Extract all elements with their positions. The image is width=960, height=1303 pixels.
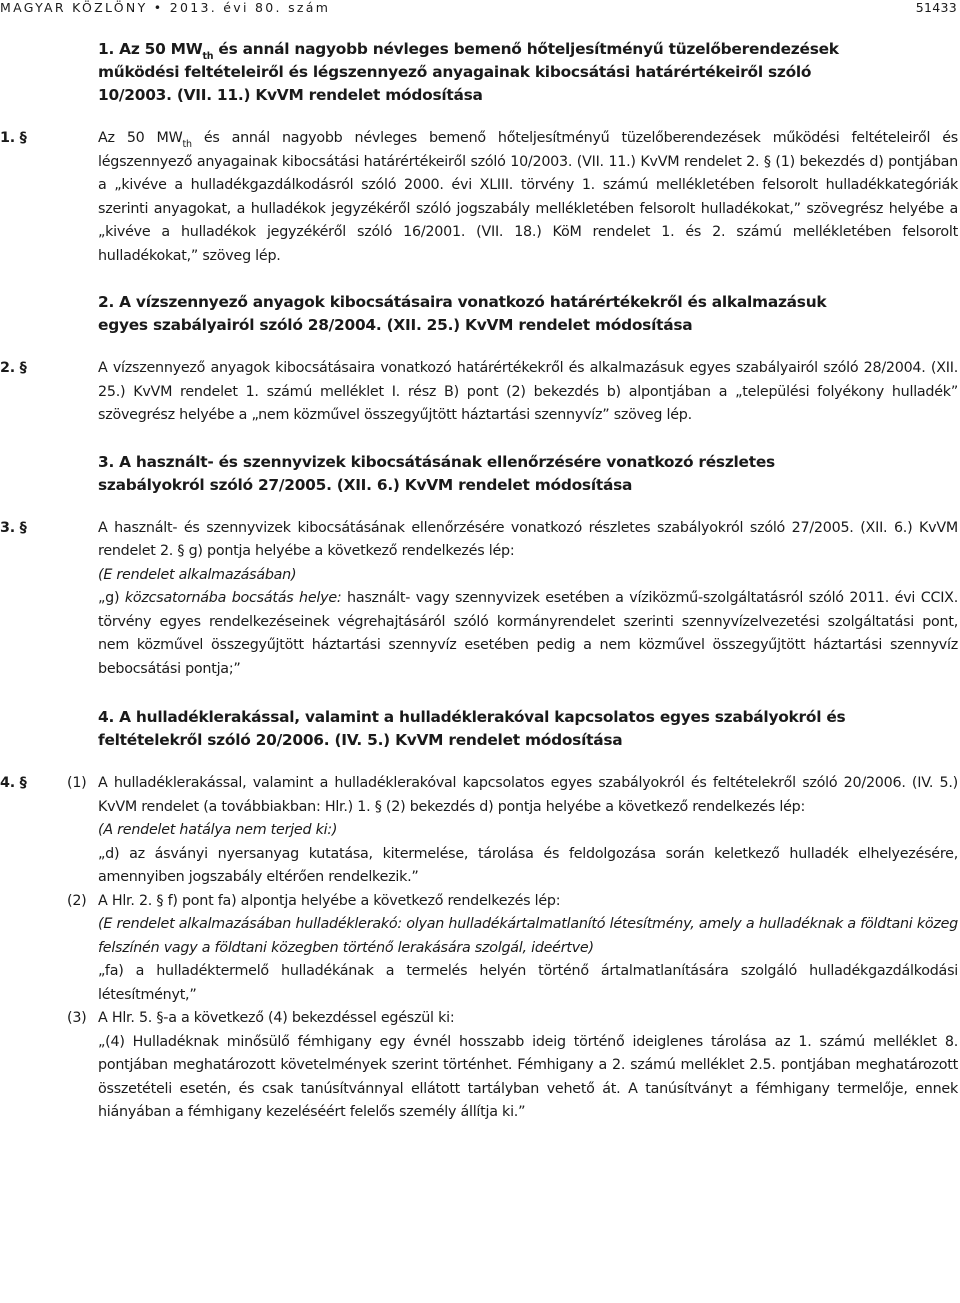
subsection-number-1: (1) <box>67 775 87 791</box>
subsection-2-quote: „fa) a hulladéktermelő hulladékának a termelés helyén történő ártalmatlanítására szolgáló hulladékgazdálkodási létesítményt,” <box>98 963 958 1003</box>
subsection-2-context: (E rendelet alkalmazásában hulladéklerakó: olyan hulladékártalmatlanító létesítmény, amely a hulladéknak a földtani közeg felszínén vagy a földtani közegben történő lerakására szolgál, ideértve) <box>98 916 958 956</box>
paragraph-1-part-a: Az 50 MW <box>98 130 183 146</box>
section-title-4: 4. A hulladéklerakással, valamint a hulladéklerakóval kapcsolatos egyes szabályokról és feltételekről szóló 20/2006. (IV. 5.) KvVM rendelet módosítása <box>98 708 846 749</box>
paragraph-4 <box>0 772 958 1125</box>
paragraph-2 <box>0 357 958 428</box>
paragraph-3-context: (E rendelet alkalmazásában) <box>98 566 297 583</box>
subsection-1-context: (A rendelet hatálya nem terjed ki:) <box>98 822 338 838</box>
section-number-1: 1. § <box>0 130 27 146</box>
page-header <box>0 0 960 17</box>
page-number: 51433 <box>915 0 957 15</box>
subsection-3-quote: „(4) Hulladéknak minősülő fémhigany egy évnél hosszabb ideig történő ideiglenes tárolása az 1. számú melléklet 8. pontjában meghatározott követelmények szerint történhet. Fémhigany a 2. számú melléklet 2.5. pontjában meghatározott összetételi esetén, és csak tanúsítvánnyal ellátott tartályban vehető át. A tanúsítványt a fémhigany termelője, ennek hiányában a fémhigany kezeléséért felelős személy állítja ki.” <box>98 1033 958 1120</box>
section-title-1-part-b: és annál nagyobb névleges bemenő hőteljesítményű tüzelőberendezések működési feltételeiről és légszennyező anyagainak kibocsátási határértékeiről szóló 10/2003. (VII. 11.) KvVM rendelet módosítása <box>98 40 839 104</box>
section-number-4: 4. § <box>0 775 27 791</box>
subscript-th: th <box>182 139 192 150</box>
subsection-1-text: A hulladéklerakással, valamint a hulladéklerakóval kapcsolatos egyes szabályokról és feltételekről szóló 20/2006. (IV. 5.) KvVM rendelet (a továbbiakban: Hlr.) 1. § (2) bekezdés d) pontja helyébe a következő rendelkezés lép: <box>98 775 958 815</box>
subsection-2-text: A Hlr. 2. § f) pont fa) alpontja helyébe a következő rendelkezés lép: <box>98 892 561 909</box>
quote-body: használt- vagy szennyvizek esetében a víziközmű-szolgáltatásról szóló 2011. évi CCIX. törvény egyes rendelkezéseinek végrehajtásáról szóló kormányrendelet szerinti szennyvízelvezetési szolgáltatási pont, nem közművel összegyűjtött háztartási szennyvíz esetében pedig a nem közművel összegyűjtött háztartási szennyvíz bebocsátási pontja;” <box>98 590 958 677</box>
subsection-number-2: (2) <box>67 892 87 909</box>
paragraph-3 <box>0 517 958 682</box>
section-title-1 <box>98 38 878 107</box>
subscript-th: th <box>202 51 214 62</box>
subsection-3 <box>67 1007 958 1125</box>
paragraph-2-text: A vízszennyező anyagok kibocsátásaira vonatkozó határértékekről és alkalmazásuk egyes szabályairól szóló 28/2004. (XII. 25.) KvVM rendelet 1. számú melléklet I. rész B) pont (2) bekezdés b) alpontjában a „települési folyékony hulladék” szövegrész helyébe a „nem közművel összegyűjtött háztartási szennyvíz” szöveg lép. <box>98 360 958 423</box>
section-title-2: 2. A vízszennyező anyagok kibocsátásaira vonatkozó határértékekről és alkalmazásuk egyes szabályairól szóló 28/2004. (XII. 25.) KvVM rendelet módosítása <box>98 293 827 334</box>
paragraph-3-quote <box>98 587 958 681</box>
section-title-1-part-a: 1. Az 50 MW <box>98 40 203 58</box>
paragraph-3-intro: A használt- és szennyvizek kibocsátásának ellenőrzésére vonatkozó részletes szabályokról szóló 27/2005. (XII. 6.) KvVM rendelet 2. § g) pontja helyébe a következő rendelkezés lép: <box>98 519 958 559</box>
quote-term: közcsatornába bocsátás helye: <box>124 590 342 606</box>
subsection-2 <box>67 890 958 1008</box>
subsection-3-text: A Hlr. 5. §-a a következő (4) bekezdéssel egészül ki: <box>98 1010 455 1026</box>
section-number-2: 2. § <box>0 360 27 376</box>
paragraph-1-part-b: és annál nagyobb névleges bemenő hőteljesítményű tüzelőberendezések működési feltételeiről és légszennyező anyagainak kibocsátási határértékeiről szóló 10/2003. (VII. 11.) KvVM rendelet 2. § (1) bekezdés d) pontjában a „kivéve a hulladékgazdálkodásról szóló 2000. évi XLIII. törvény 1. számú mellékletében felsorolt hulladékkategóriák szerinti anyagokat, a hulladékok jegyzékéről szóló jogszabály mellékletében felsorolt hulladékokat,” szövegrész helyébe a „kivéve a hulladékok jegyzékéről szóló 16/2001. (VII. 18.) KöM rendelet 1. és 2. számú mellékletében felsorolt hulladékokat,” szöveg lép. <box>98 130 958 264</box>
subsection-1-quote: „d) az ásványi nyersanyag kutatása, kitermelése, tárolása és feldolgozása során keletkező hulladék elhelyezésére, amennyiben jogszabály eltérően rendelkezik.” <box>98 845 958 885</box>
subsection-number-3: (3) <box>67 1010 87 1026</box>
document-body <box>0 38 960 1125</box>
quote-open: „g) <box>98 590 125 606</box>
subsection-1 <box>67 772 958 890</box>
paragraph-1 <box>0 127 958 268</box>
journal-title: MAGYAR KÖZLÖNY • 2013. évi 80. szám <box>0 0 331 15</box>
section-title-3: 3. A használt- és szennyvizek kibocsátásának ellenőrzésére vonatkozó részletes szabályokról szóló 27/2005. (XII. 6.) KvVM rendelet módosítása <box>98 452 775 494</box>
section-number-3: 3. § <box>0 519 27 536</box>
